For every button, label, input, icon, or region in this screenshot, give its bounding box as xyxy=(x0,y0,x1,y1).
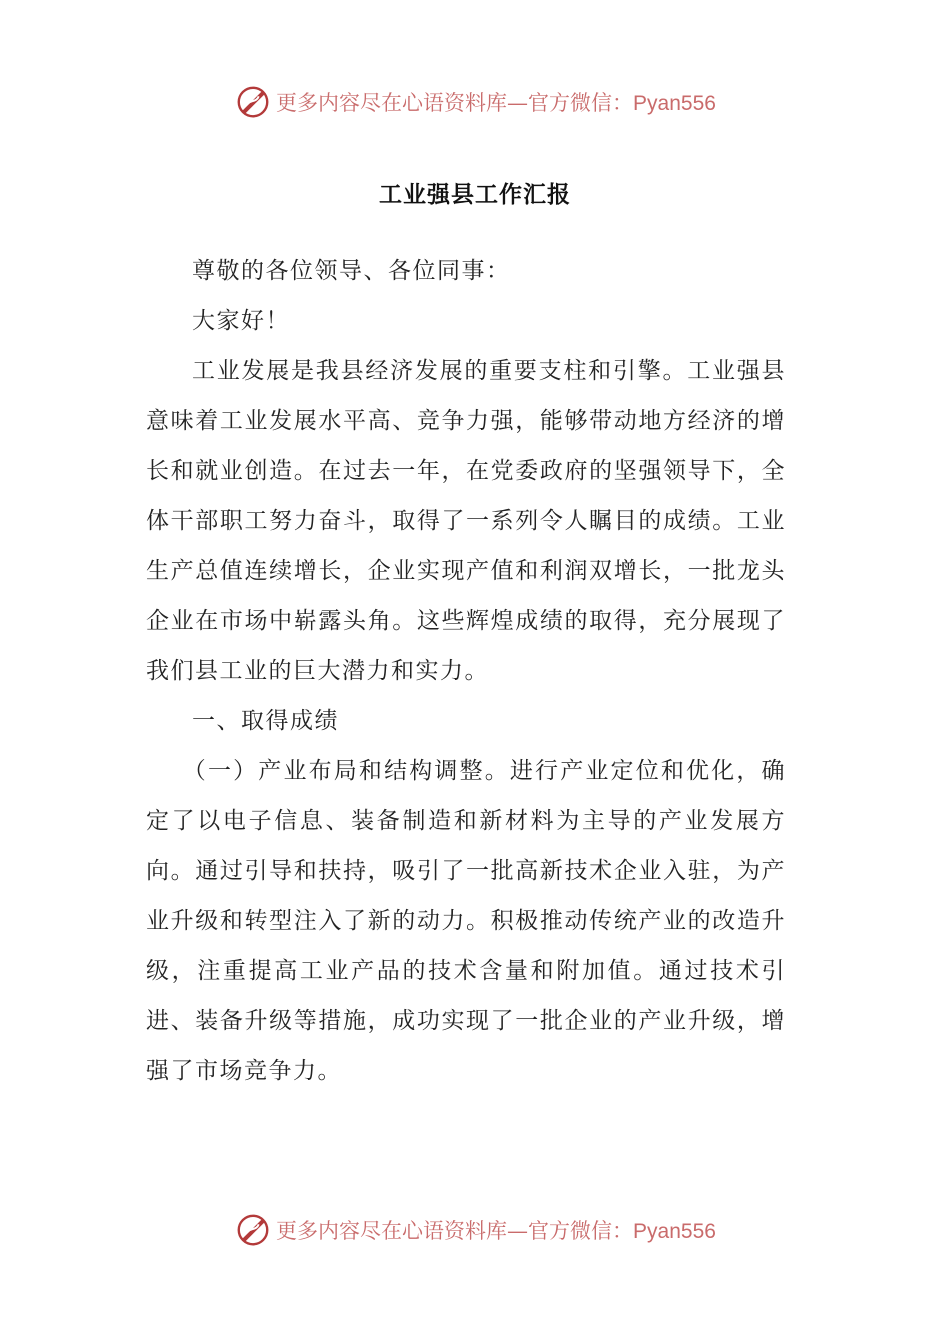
document-title: 工业强县工作汇报 xyxy=(379,182,571,208)
greeting: 大家好！ xyxy=(192,308,290,334)
pen-logo-icon xyxy=(234,1211,272,1249)
watermark-text: 更多内容尽在心语资料库—官方微信：Pyan556 xyxy=(276,1219,716,1243)
section-heading: 一、取得成绩 xyxy=(192,708,339,734)
subsection-paragraph: （一）产业布局和结构调整。进行产业定位和优化，确定了以电子信息、装备制造和新材料为主导的产业发展方向。通过引导和扶持，吸引了一批高新技术企业入驻，为产业升级和转型注入了新的动力。积极推动传统产业的改造升级，注重提高工业产品的技术含量和附加值。通过技术引进、装备升级等措施，成功实现了一批企业的产业升级，增强了市场竞争力。 xyxy=(146,758,786,1084)
watermark-contact: Pyan556 xyxy=(633,1220,716,1243)
intro-paragraph: 工业发展是我县经济发展的重要支柱和引擎。工业强县意味着工业发展水平高、竞争力强，能够带动地方经济的增长和就业创造。在过去一年，在党委政府的坚强领导下，全体干部职工努力奋斗，取得了一系列令人瞩目的成绩。工业生产总值连续增长，企业实现产值和利润双增长，一批龙头企业在市场中崭露头角。这些辉煌成绩的取得，充分展现了我们县工业的巨大潜力和实力。 xyxy=(146,358,786,684)
watermark-text: 更多内容尽在心语资料库—官方微信：Pyan556 xyxy=(276,91,716,115)
footer-watermark xyxy=(0,1210,950,1250)
header-watermark xyxy=(0,82,950,122)
pen-logo-icon xyxy=(234,83,272,121)
watermark-contact: Pyan556 xyxy=(633,92,716,115)
document-body xyxy=(146,246,786,1096)
salutation: 尊敬的各位领导、各位同事： xyxy=(192,258,511,284)
